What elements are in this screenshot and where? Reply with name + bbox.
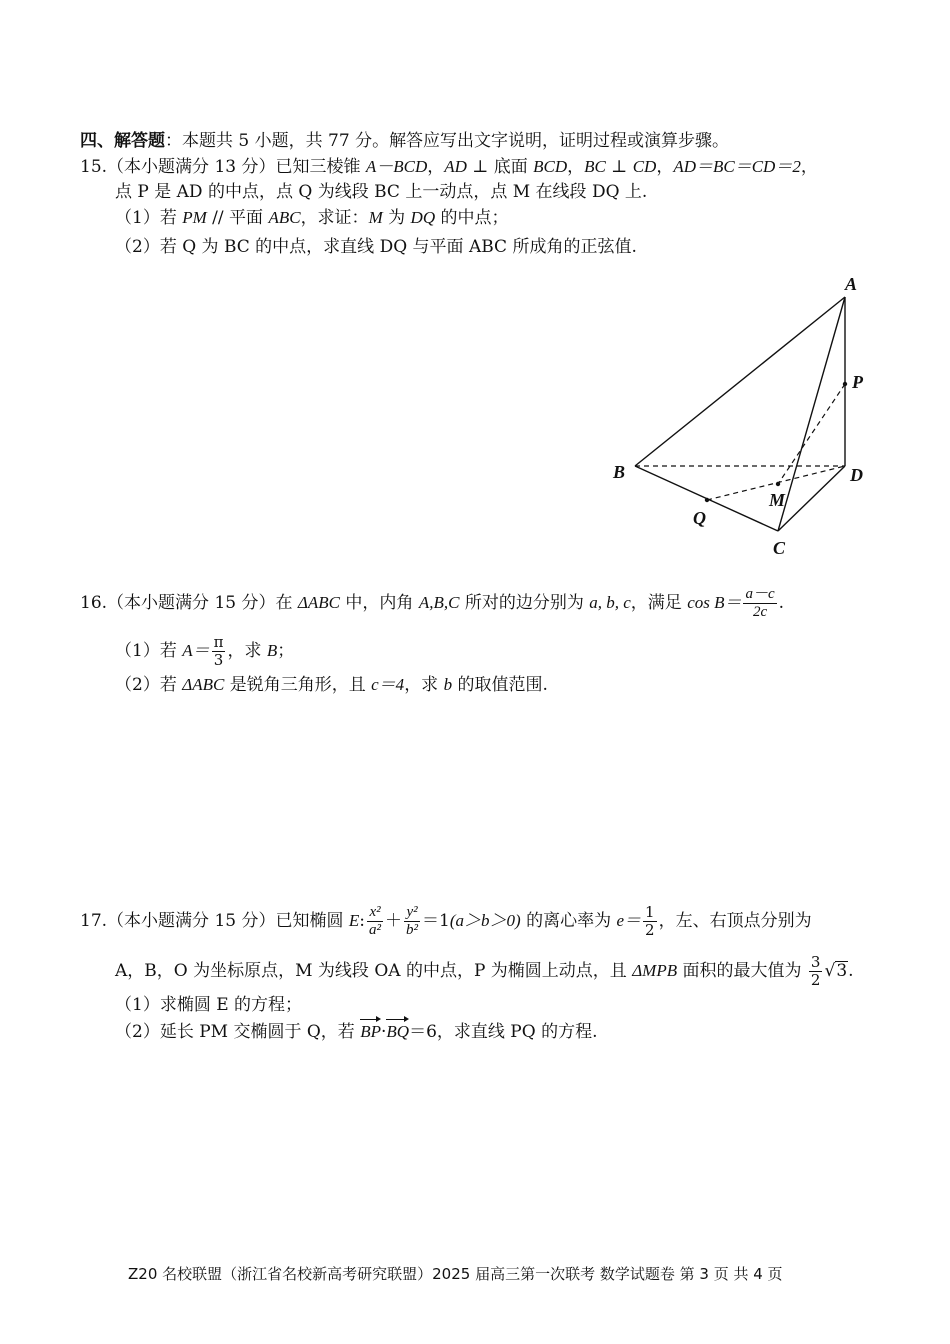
q15-p1-parallel: //: [206, 208, 230, 228]
q17-max-den: 2: [810, 971, 821, 989]
point-m: [776, 482, 780, 486]
q17-number: 17.: [80, 911, 108, 931]
q16-part2: [115, 674, 548, 696]
q16-fraction: [743, 586, 776, 621]
q17-triangle: ΔMPB: [632, 961, 678, 980]
q15-p1-expr: PM: [182, 208, 207, 227]
q17-e: E: [348, 911, 360, 930]
q15-score: （本小题满分 13 分）: [107, 157, 276, 177]
q17-b2: b²: [406, 922, 419, 938]
q16-p2-text: ，求: [404, 675, 444, 695]
segment-pm-hidden: [778, 384, 845, 484]
q16-frac-den: 2c: [752, 604, 768, 620]
q16-frac-num: a－c: [745, 586, 775, 602]
q15-part2: （2）若 Q 为 BC 的中点，求直线 DQ 与平面 ABC 所成角的正弦值.: [115, 237, 637, 257]
q17-plus: ＋: [385, 911, 403, 931]
label-q: Q: [693, 508, 706, 528]
q17-p2-eq: ＝6: [409, 1022, 437, 1042]
q16-p1-den: 3: [213, 651, 224, 669]
section-title: 四、解答题: [80, 131, 165, 151]
q17-max-fraction: [809, 954, 823, 989]
edge-ac: [778, 297, 845, 531]
q16-text: ，满足: [630, 593, 688, 613]
q16-p1-text: ；: [277, 641, 295, 661]
tetrahedron-figure: [600, 270, 890, 560]
q15-p1-plane: ABC: [268, 208, 301, 227]
q17-x2: x²: [367, 904, 383, 922]
q15-sep: ，: [800, 157, 818, 177]
label-b: B: [613, 462, 626, 482]
q15-p1-text: 平面: [229, 208, 269, 228]
q17-a2: a²: [369, 922, 382, 938]
section-intro: ：本题共 5 小题，共 77 分。解答应写出文字说明，证明过程或演算步骤。: [165, 131, 730, 151]
q16-text: 所对的边分别为: [459, 593, 590, 613]
q17-frac-x: [367, 904, 383, 939]
q16-p1-b: B: [266, 641, 278, 660]
q16-text: 中，内角: [340, 593, 419, 613]
label-c: C: [773, 538, 786, 558]
section-heading: [80, 130, 729, 152]
q16-number: 16.: [80, 593, 108, 613]
q17-text: .: [848, 961, 854, 981]
q15-expr: A－BCD: [365, 157, 428, 176]
q15-p1-label: （1）若: [115, 208, 183, 228]
q16-sides: a, b, c: [589, 593, 631, 612]
q17-text: A，B，O 为坐标原点，M 为线段 OA 的中点，P 为椭圆上动点，且: [115, 961, 633, 981]
label-p: P: [852, 372, 863, 392]
q16-p1-fraction: [212, 634, 226, 669]
q15-expr: CD: [632, 157, 657, 176]
q16-text: 在: [275, 593, 298, 613]
q15-p1-text: 为: [382, 208, 411, 228]
label-m: M: [769, 490, 786, 510]
q15-p1-text: ，求证：: [300, 208, 369, 228]
q17-line2: [115, 954, 854, 989]
q15-expr: AD: [444, 157, 467, 176]
q16-p1-a: A＝: [182, 641, 210, 660]
q17-frac-y: [404, 904, 420, 939]
q16-line1: [80, 586, 784, 621]
q16-p1-label: （1）若: [115, 641, 183, 661]
q15-expr: BCD: [533, 157, 568, 176]
q16-p2-b: b: [443, 675, 453, 694]
point-q: [705, 498, 709, 502]
q17-sqrt3: 3: [836, 961, 848, 981]
point-p: [843, 382, 847, 386]
q17-score: （本小题满分 15 分）: [107, 911, 276, 931]
q16-cos: cos B＝: [687, 593, 742, 612]
q17-vector-bp: BP: [360, 1022, 381, 1041]
q17-ecc-fraction: [643, 904, 657, 939]
q17-ecc: e＝: [616, 911, 642, 930]
q17-text: 已知椭圆: [275, 911, 349, 931]
q17-p2-text: ，求直线 PQ 的方程.: [436, 1022, 598, 1042]
q17-vector-bq: BQ: [386, 1022, 410, 1041]
q17-text: 面积的最大值为: [677, 961, 807, 981]
q17-colon: :: [359, 911, 366, 931]
q15-sep: ，: [567, 157, 585, 177]
q15-expr: BC: [584, 157, 606, 176]
q15-line1: [80, 156, 818, 178]
q15-part1: [115, 207, 509, 229]
q16-score: （本小题满分 15 分）: [107, 593, 276, 613]
q15-p1-m: M: [368, 208, 383, 227]
q15-p1-text: 的中点；: [435, 208, 509, 228]
q17-part2: [115, 1021, 598, 1043]
q16-triangle: ΔABC: [297, 593, 340, 612]
q16-p1-text: ，求: [227, 641, 267, 661]
q15-p1-dq: DQ: [410, 208, 436, 227]
q17-eq: ＝1: [422, 911, 450, 931]
q16-p2-label: （2）若: [115, 675, 183, 695]
q17-text: ，左、右顶点分别为: [658, 911, 812, 931]
q17-max-num: 3: [810, 953, 821, 971]
label-d: D: [850, 465, 863, 485]
q16-angles: A,B,C: [418, 593, 460, 612]
q17-condition: (a＞b＞0): [449, 911, 521, 930]
q15-sep: ，: [656, 157, 674, 177]
q16-part1: [115, 634, 294, 669]
sqrt-icon: √: [824, 961, 836, 981]
q17-dot: ·: [381, 1022, 387, 1042]
q17-part1: （1）求椭圆 E 的方程；: [115, 995, 303, 1015]
q15-line2: 点 P 是 AD 的中点，点 Q 为线段 BC 上一动点，点 M 在线段 DQ 上.: [115, 182, 648, 202]
q16-text: .: [778, 593, 785, 613]
q15-perp: ⊥: [466, 157, 494, 177]
q17-ecc-den: 2: [645, 921, 655, 939]
q15-perp: ⊥: [605, 157, 633, 177]
q17-ecc-num: 1: [645, 903, 655, 921]
q16-p1-num: π: [213, 633, 224, 651]
edge-ab: [635, 297, 845, 466]
q16-p2-text: 是锐角三角形，且: [224, 675, 372, 695]
q15-sep: ，: [427, 157, 445, 177]
q17-p2-text: （2）延长 PM 交椭圆于 Q，若: [115, 1022, 361, 1042]
page-footer: Z20 名校联盟（浙江省名校新高考研究联盟）2025 届高三第一次联考 数学试题卷 第 3 页 共 4 页: [128, 1265, 783, 1283]
q16-p2-text: 的取值范围.: [452, 675, 548, 695]
label-a: A: [845, 274, 858, 294]
q15-number: 15.: [80, 157, 108, 177]
edge-cd: [778, 466, 845, 531]
q16-p2-c: c＝4: [371, 675, 405, 694]
q17-line1: [80, 904, 812, 939]
q17-text: 的离心率为: [520, 911, 617, 931]
q15-expr: AD＝BC＝CD＝2: [673, 157, 801, 176]
q15-text: 已知三棱锥: [275, 157, 366, 177]
q15-text: 底面: [493, 157, 534, 177]
q16-p2-triangle: ΔABC: [182, 675, 225, 694]
q17-y2: y²: [404, 904, 420, 922]
